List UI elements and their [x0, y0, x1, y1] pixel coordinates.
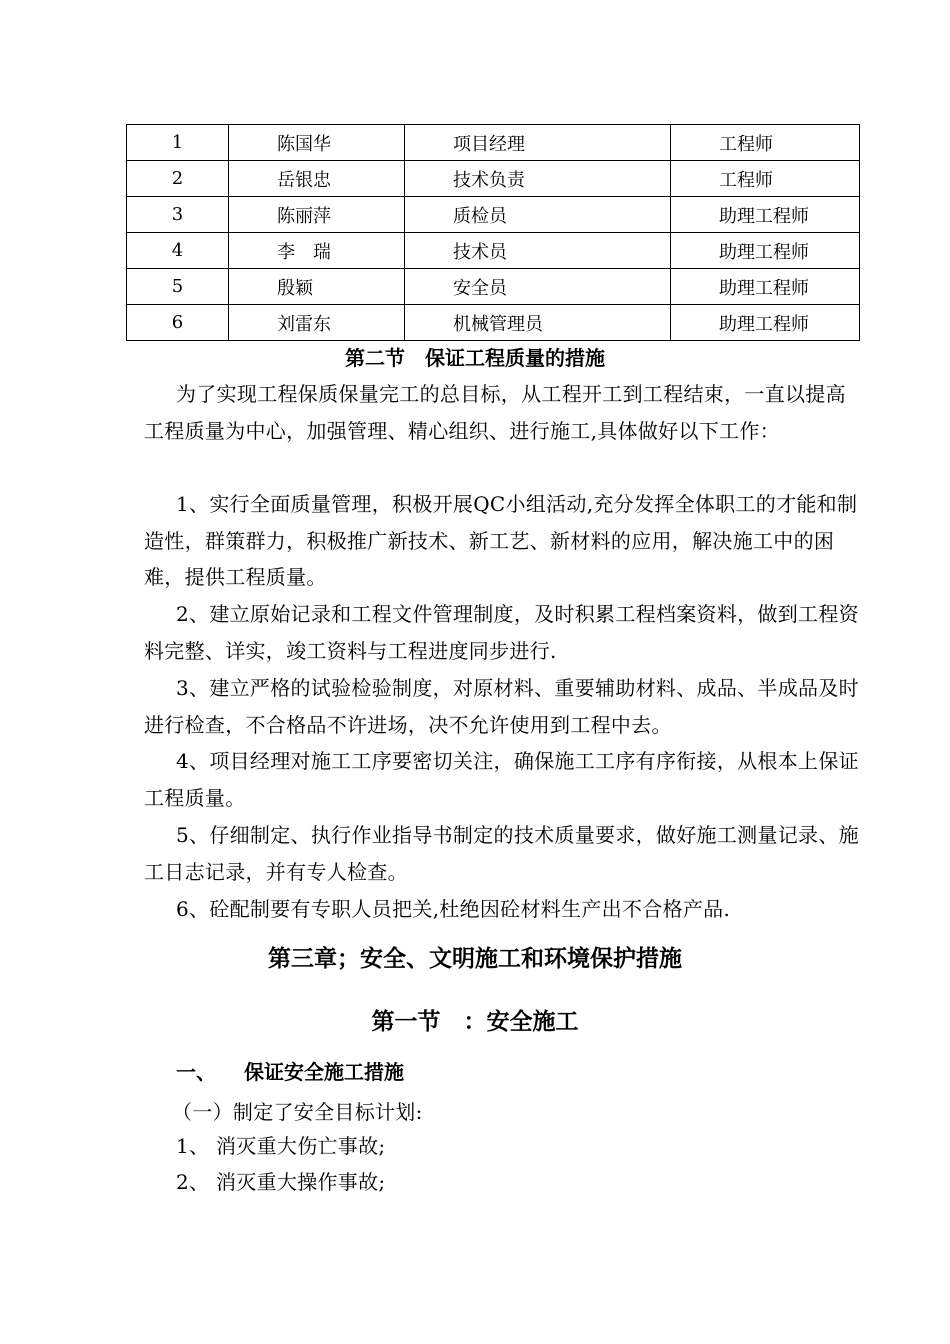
- staff-position: 安全员: [405, 269, 671, 305]
- measure-item-2: 2、建立原始记录和工程文件管理制度，及时积累工程档案资料，做到工程资料完整、详实，竣工资料与工程进度同步进行.: [144, 602, 859, 663]
- goal-number: 1、: [176, 1134, 210, 1158]
- staff-name: 陈国华: [229, 125, 405, 161]
- table-row: [127, 125, 860, 161]
- staff-position: 项目经理: [405, 125, 671, 161]
- row-number: 4: [127, 233, 229, 269]
- measure-item-5: 5、仔细制定、执行作业指导书制定的技术质量要求，做好施工测量记录、施工日志记录，并有专人检查。: [144, 823, 859, 884]
- staff-title: 助理工程师: [671, 233, 860, 269]
- staff-name: 陈丽萍: [229, 197, 405, 233]
- staff-title: 助理工程师: [671, 197, 860, 233]
- staff-position: 机械管理员: [405, 305, 671, 341]
- table-row: [127, 197, 860, 233]
- staff-position: 技术员: [405, 233, 671, 269]
- row-number: 2: [127, 161, 229, 197]
- goal-number: 2、: [176, 1170, 210, 1194]
- section-title: 第一节 ：安全施工: [371, 1009, 579, 1035]
- staff-name: 岳银忠: [229, 161, 405, 197]
- measure-item-3: 3、建立严格的试验检验制度，对原材料、重要辅助材料、成品、半成品及时进行检查，不合格品不许进场，决不允许使用到工程中去。: [144, 676, 859, 737]
- staff-name: 刘雷东: [229, 305, 405, 341]
- staff-title: 工程师: [671, 125, 860, 161]
- goal-item: [176, 1166, 385, 1195]
- subsection-title: 保证安全施工措施: [244, 1060, 404, 1084]
- section-title: 第二节 保证工程质量的措施: [345, 346, 605, 370]
- row-number: 6: [127, 305, 229, 341]
- staff-name: 殷颖: [229, 269, 405, 305]
- staff-position: 技术负责: [405, 161, 671, 197]
- intro-paragraph: 为了实现工程保质保量完工的总目标，从工程开工到工程结束，一直以提高工程质量为中心，加强管理、精心组织、进行施工,具体做好以下工作：: [144, 382, 846, 443]
- table-row: [127, 233, 860, 269]
- row-number: 1: [127, 125, 229, 161]
- chapter-title: 第三章；安全、文明施工和环境保护措施: [268, 946, 682, 972]
- subsection-number: 一、: [176, 1060, 216, 1084]
- row-number: 3: [127, 197, 229, 233]
- staff-table: [126, 124, 860, 341]
- table-row: [127, 305, 860, 341]
- goal-heading: （一）制定了安全目标计划:: [172, 1100, 423, 1124]
- measure-item-4: 4、项目经理对施工工序要密切关注，确保施工工序有序衔接，从根本上保证工程质量。: [144, 749, 859, 810]
- staff-title: 工程师: [671, 161, 860, 197]
- row-number: 5: [127, 269, 229, 305]
- measure-item-1: 1、实行全面质量管理，积极开展QC小组活动,充分发挥全体职工的才能和制造性，群策群力，积极推广新技术、新工艺、新材料的应用，解决施工中的困难，提供工程质量。: [144, 492, 858, 590]
- goal-text: 消灭重大伤亡事故;: [216, 1134, 386, 1158]
- subsection-heading: [176, 1056, 404, 1085]
- staff-position: 质检员: [405, 197, 671, 233]
- table-row: [127, 161, 860, 197]
- goal-item: [176, 1130, 385, 1159]
- measure-item-6: 6、砼配制要有专职人员把关,杜绝因砼材料生产出不合格产品.: [176, 897, 731, 921]
- table-row: [127, 269, 860, 305]
- staff-title: 助理工程师: [671, 269, 860, 305]
- staff-title: 助理工程师: [671, 305, 860, 341]
- staff-name: 李 瑞: [229, 233, 405, 269]
- goal-text: 消灭重大操作事故;: [216, 1170, 386, 1194]
